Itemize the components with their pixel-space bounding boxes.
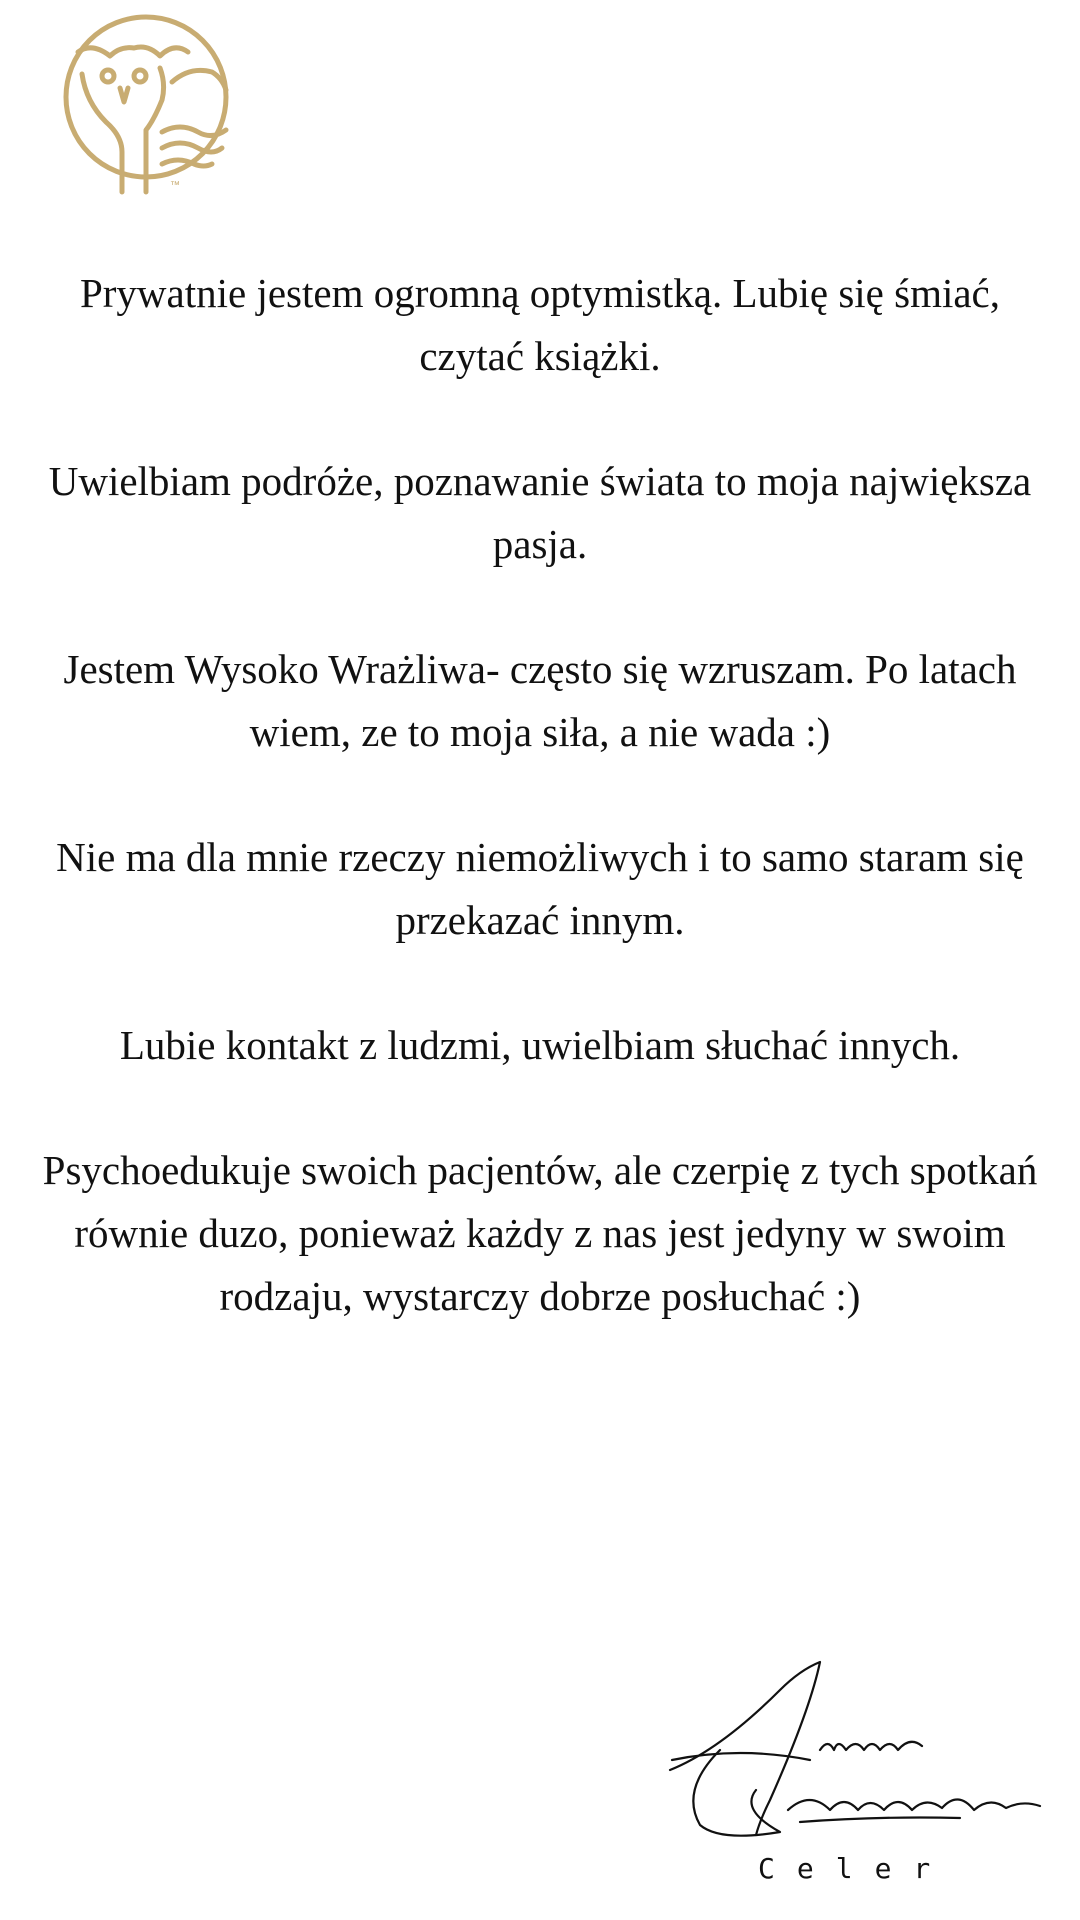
- owl-logo-icon: [62, 12, 234, 196]
- paragraph-contact: Lubie kontakt z ludzmi, uwielbiam słuchać innych.: [119, 1022, 961, 1068]
- paragraph-travel: Uwielbiam podróże, poznawanie świata to moja największa pasja.: [48, 458, 1032, 567]
- trademark-symbol: ™: [170, 180, 180, 191]
- paragraph-optimist: Prywatnie jestem ogromną optymistką. Lubię się śmiać, czytać książki.: [79, 270, 1001, 379]
- paragraph-sensitive: Jestem Wysoko Wrażliwa- często się wzruszam. Po latach wiem, ze to moja siła, a nie wada :): [63, 646, 1017, 755]
- handwritten-signature: [660, 1650, 1060, 1850]
- about-text: [40, 262, 1040, 1390]
- signature-caption: Celer: [758, 1852, 953, 1885]
- paragraph-impossible: Nie ma dla mnie rzeczy niemożliwych i to samo staram się przekazać innym.: [56, 834, 1024, 943]
- owl-logo: [62, 12, 234, 196]
- paragraph-psychoeducation: Psychoedukuje swoich pacjentów, ale czerpię z tych spotkań równie duzo, ponieważ każdy z nas jest jedyny w swoim rodzaju, wystarczy dobrze posłuchać :): [42, 1147, 1038, 1319]
